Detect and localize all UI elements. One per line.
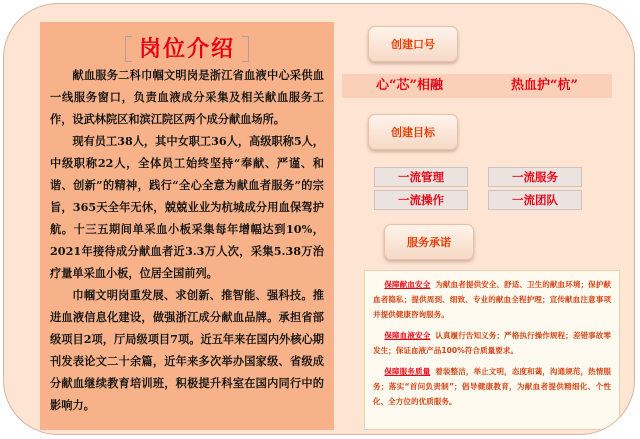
commitment-item-head: 保障献血安全 xyxy=(384,280,431,289)
goal-item: 一流团队 xyxy=(488,190,582,210)
slogan-item: 热血护“杭” xyxy=(511,78,578,93)
commitment-item-text: 认真履行告知义务；严格执行操作规程；差错事故零发生；保证血液产品100%符合质量要求。 xyxy=(373,331,612,355)
commitment-item xyxy=(373,364,611,409)
intro-paragraph: 现有员工38人，其中女职工36人，高级职称5人，中级职称22人，全体员工始终坚持“奉献、严谨、和谐、创新”的精神，践行“全心全意为献血者服务”的宗旨，365天全年无休，兢兢业业为杭城成分用血保驾护航。十三五期间单采血小板采集每年增幅达到10%，2021年接待成分献血者近3.3万人次，采集5.38万治疗量单采血小板，位居全国前列。 xyxy=(50,134,324,280)
slogan-heading: 创建口号 xyxy=(368,26,458,62)
goal-item: 一流操作 xyxy=(374,190,468,210)
commitment-item xyxy=(373,328,611,358)
intro-paragraph: 巾帼文明岗重发展、求创新、推智能、强科技。推进血液信息化建设，做强浙江成分献血品牌。承担省部级项目2项，厅局级项目7项。近五年来在国内外核心期刊发表论文二十余篇，近年来多次举办国家级、省级成分献血继续教育培训班，积极提升科室在国内同行中的影响力。 xyxy=(50,288,324,412)
commitment-box xyxy=(364,270,620,430)
commitment-item-text: 为献血者提供安全、舒适、卫生的献血环境；保护献血者隐私；提供周到、细致、专业的献血全程护理；宣传献血注意事项并提供健康咨询服务。 xyxy=(373,280,612,319)
intro-panel xyxy=(40,22,334,430)
goals-heading: 创建目标 xyxy=(368,114,458,150)
right-panel xyxy=(342,22,622,432)
commitment-item-head: 保障服务质量 xyxy=(384,367,431,376)
intro-title: 岗位介绍 xyxy=(129,32,245,63)
commitment-item-text: 着装整洁，举止文明，态度和蔼，沟通规范，热情服务；落实“首问负责制”；倡导健康教育，为献血者提供精细化、个性化、全方位的优质服务。 xyxy=(373,367,612,406)
commitment-item-head: 保障血液安全 xyxy=(384,331,431,340)
intro-title-wrap xyxy=(50,32,324,64)
commitment-heading: 服务承诺 xyxy=(384,224,474,260)
slogan-row xyxy=(342,74,612,98)
slogan-item: 心“芯”相融 xyxy=(376,78,443,93)
goal-item: 一流管理 xyxy=(374,167,468,187)
page-frame xyxy=(3,3,635,435)
commitment-item xyxy=(373,277,611,322)
goal-item: 一流服务 xyxy=(488,167,582,187)
intro-paragraph: 献血服务二科巾帼文明岗是浙江省血液中心采供血一线服务窗口，负责血液成分采集及相关献血服务工作，设武林院区和滨江院区两个成分献血场所。 xyxy=(50,68,324,126)
